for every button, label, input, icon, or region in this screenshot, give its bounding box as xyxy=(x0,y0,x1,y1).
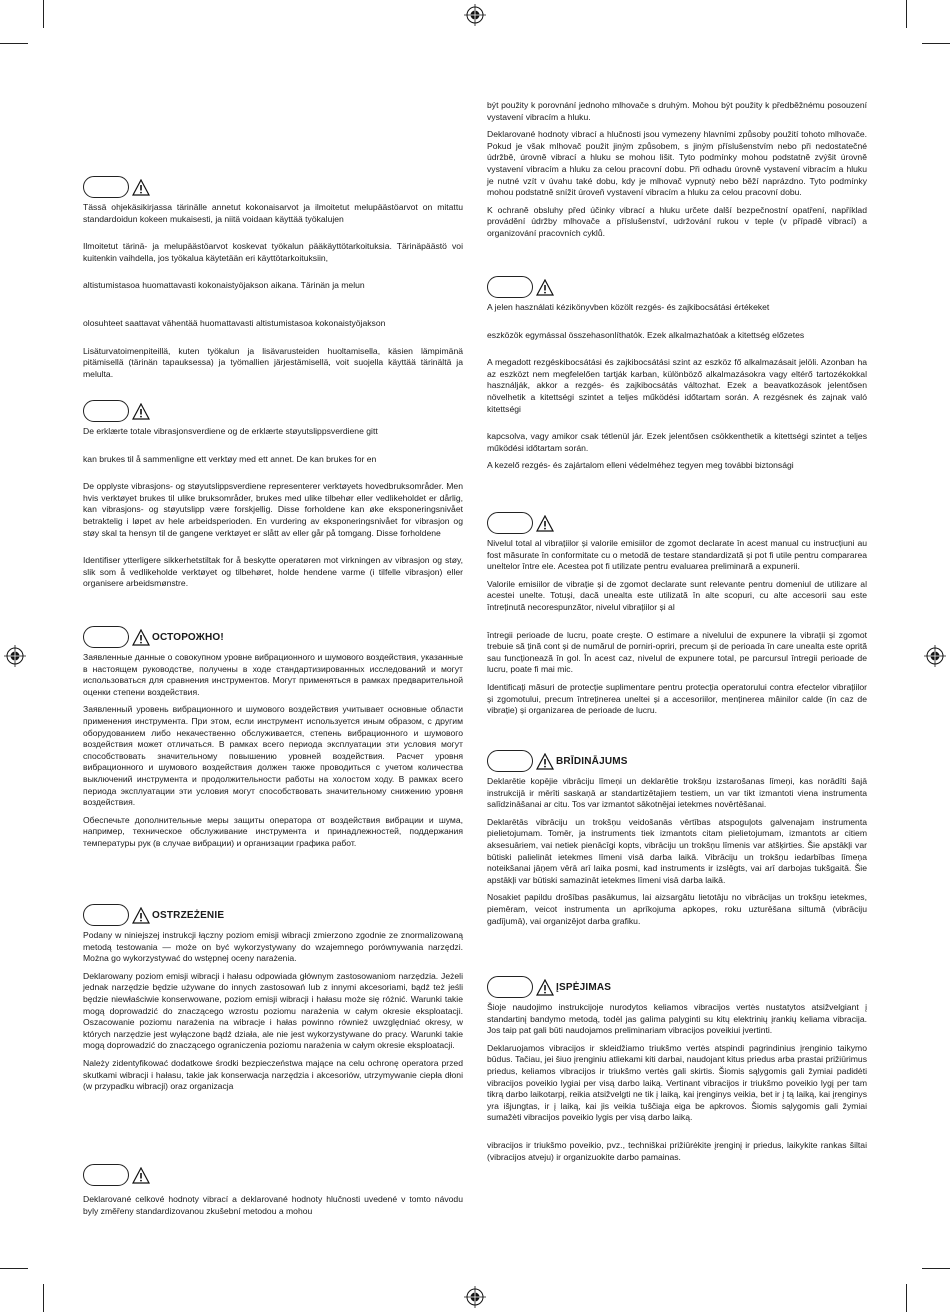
paragraph: Identifiser ytterligere sikkerhetstiltak for å beskytte operatøren mot virkningen av vibrasjon og støy, slik som å vedlikeholde verktøyet og tilbehøret, holde hendene varme (i tilfelle vibrasjon) eller organisere arbeidsmønstre. xyxy=(83,555,463,589)
registration-mark-icon xyxy=(4,645,26,667)
paragraph: Nosakiet papildu drošības pasākumus, lai aizsargātu lietotāju no vibrācijas un trokšņu ietekmes, piemēram, veicot instrumenta un aprīkojuma apkopes, roku uzturēšana siltumā (vibrāciju gadījumā), vai organizējot darba grafiku. xyxy=(487,892,867,926)
paragraph: Ilmoitetut tärinä- ja melupäästöarvot koskevat työkalun pääkäyttötarkoituksia. Tärinäpäästö voi kuitenkin vaihdella, jos työkalua käytetään eri käyttötarkoituksiin, xyxy=(83,241,463,263)
warning-triangle-icon xyxy=(132,1167,150,1184)
language-badge xyxy=(83,400,129,422)
section-polish xyxy=(83,902,463,1099)
paragraph: Deklarowany poziom emisji wibracji i hałasu odpowiada głównym zastosowaniom narzędzia. Jeżeli jednak narzędzie będzie używane do innych zastosowań lub z innymi akcesoriami, bądź też jeśli będzie niewłaściwie konserwowane, poziom emisji wibracji i hałasu może się różnić. Warunki takie mogą doprowadzić do znaczącego wzrostu poziomu narażenia w całym okresie eksploatacji. Oszacowanie poziomu narażenia na wibracje i hałas powinno również uwzględniać okresy, w których narzędzie jest wyłączone bądź działa, ale nie jest wykorzystywane do pracy. Warunki takie mogą doprowadzić do znaczącego ograniczenia poziomu narażenia w całym okresie eksploatacji. xyxy=(83,970,463,1051)
registration-mark-icon xyxy=(464,4,486,26)
warning-label: ĮSPĖJIMAS xyxy=(556,981,612,993)
crop-mark-top-right-v xyxy=(906,0,907,28)
crop-mark-top-right-h xyxy=(922,43,950,44)
warning-header xyxy=(487,510,867,536)
language-badge xyxy=(487,976,533,998)
section-latvian xyxy=(487,748,867,933)
crop-mark-bottom-left-v xyxy=(43,1284,44,1312)
paragraph: Deklarētie kopējie vibrāciju līmeņi un deklarētie trokšņu izstarošanas līmeņi, kas norādīti šajā instrukcijā ir mērīti saskaņā ar standartizētajiem testiem, un var tikt izmantoti viena instrumenta salīdzināšanai ar citu. Tos var izmantot sākotnējai ietekmes novērtēšanai. xyxy=(487,776,867,810)
paragraph: întregii perioade de lucru, poate crește. O estimare a nivelului de expunere la vibrații și zgomot trebuie să țină cont și de numărul de porniri-opriri, precum și de perioada în care unealta este oprită sau funcționează în gol. În acest caz, nivelul de expunere total, pe parcursul întregii perioade de lucru, poate fi mai mic. xyxy=(487,629,867,675)
section-norwegian xyxy=(83,398,463,596)
warning-triangle-icon xyxy=(132,403,150,420)
section-hungarian xyxy=(487,274,867,478)
section-czech xyxy=(83,1162,463,1223)
paragraph: A megadott rezgéskibocsátási és zajkibocsátási szint az eszköz fő alkalmazásait jelöli. Azonban ha az eszközt nem megfelelően tartják karban, különböző alkalmazásokra vagy eltérő tartozékokkal használják, akkor a rezgés- és zajkibocsátás változhat. Ezek a beavatkozások jelentősen növelhetik a kitettségi szintet a teljes működési időtartam során. A rezgésnek és zajnak való kitettségi xyxy=(487,357,867,414)
paragraph: Обеспечьте дополнительные меры защиты оператора от воздействия вибрации и шума, например, техническое обслуживание инструмента и принадлежностей, поддержания температуры рук (в случае вибрации) и организации графика работ. xyxy=(83,814,463,848)
paragraph: De opplyste vibrasjons- og støyutslippsverdiene representerer verktøyets hovedbruksområder. Men hvis verktøyet brukes til ulike bruksområder, brukes med ulike tilbehør eller vedlikeholdet er dårlig, kan vibrasjons- og støyutslipp være forskjellig. Disse forholdene kan øke eksponeringsnivået betraktelig i løpet av hele arbeidsperioden. En vurdering av eksponeringsnivået for vibrasjon og støy skal ta hensyn til de gangene verktøyet er slått av eller går på tomgang. Disse forholdene xyxy=(83,481,463,538)
paragraph: eszközök egymással összehasonlíthatók. Ezek alkalmazhatóak a kitettség előzetes xyxy=(487,329,805,340)
paragraph: Заявленный уровень вибрационного и шумового воздействия учитывает основные области применения инструмента. При этом, если инструмент используется иным образом, с другим оборудованием либо некачественно обслуживается, степень вибрационного и шумового воздействия может отличаться. В рамках всего периода эксплуатации эти условия могут способствовать значительному повышению уровней воздействия. Расчет уровня вибрационного и шумового воздействия должен также проводиться с учетом количества выключений инструмента и продолжительности работы на холостом ходу. В рамках всего периода эксплуатации эти условия могут способствовать значительному снижению уровня воздействия. xyxy=(83,704,463,808)
paragraph: A jelen használati kézikönyvben közölt rezgés- és zajkibocsátási értékeket xyxy=(487,302,770,312)
warning-header xyxy=(487,974,867,1000)
paragraph: kan brukes til å sammenligne ett verktøy med ett annet. De kan brukes for en xyxy=(83,453,377,464)
paragraph: Deklarētās vibrāciju un trokšņu veidošanās vērtības atspoguļots galvenajam instrumenta pielietojumam. Tomēr, ja instruments tiek izmantots citam pielietojumam, izmantots ar citiem aksesuāriem, vai netiek pienācīgi kopts, vibrāciju un trokšņu līmenis var atšķirties. Šie apstākļi var būtiski palielināt ietekmes līmeni visā darba laikā. Vibrāciju un trokšņu iedarbības līmeņa noteikšanai jāņem vērā arī laika posmi, kad instruments ir izslēgts, vai arī darbojas tukšgaitā. Šie apstākļi var būtiski samazināt ietekmes līmeni visā darba laikā. xyxy=(487,816,867,885)
paragraph: Šioje naudojimo instrukcijoje nurodytos keliamos vibracijos vertės nustatytos atsižvelgiant į standartinį bandymo metodą, todėl jas galima palyginti su kitų elektrinių įrankių keliama vibracija. Jos taip pat gali būti naudojamos preliminariam vibracijos poveikiui įvertinti. xyxy=(487,1002,867,1036)
section-lithuanian xyxy=(487,974,867,1169)
paragraph: vibracijos ir triukšmo poveikio, pvz., techniškai prižiūrėkite įrenginį ir priedus, laikykite rankas šiltai (vibracijos atveju) ir organizuokite darbo pamainas. xyxy=(487,1139,867,1162)
warning-label: OSTRZEŻENIE xyxy=(152,909,225,921)
paragraph: být použity k porovnání jednoho mlhovače s druhým. Mohou být použity k předběžnému posouzení vystavení vibracím a hluku. xyxy=(487,100,867,122)
language-badge xyxy=(487,276,533,298)
paragraph: Lisäturvatoimenpiteillä, kuten työkalun ja lisävarusteiden huoltamisella, käsien lämpimänä pitämisellä (tärinän tapauksessa) ja työmallien järjestämisellä, voit suojella käyttää tärinältä ja melulta. xyxy=(83,345,463,379)
paragraph: Deklarované hodnoty vibrací a hlučnosti jsou vymezeny hlavními způsoby použití tohoto mlhovače. Pokud je však mlhovač použit jiným způsobem, s jiným příslušenstvím nebo při nedostatečné údržbě, úrovně vibrací a hluku se mohou lišit. Tyto podmínky mohou podstatně zvýšit úrovně vystavení vibracím a hluku za celou pracovní dobu. Při odhadu úrovně vystavení vibracím a hluku je nutné vzít v úvahu také dobu, kdy je mlhovač vypnutý nebo běží naprázdno. Tyto podmínky mohou podstatně snížit úroveň vystavení vibracím a hluku za celou pracovní dobu. xyxy=(487,129,867,198)
language-badge xyxy=(487,750,533,772)
crop-mark-top-left-h xyxy=(0,43,28,44)
warning-triangle-icon xyxy=(536,753,554,770)
paragraph: Valorile emisiilor de vibrație și de zgomot declarate sunt relevante pentru domeniul de utilizare al acestei unelte. Totuși, dacă unealta este utilizată în alte scopuri, cu alte accesorii sau este întreținută necorespunzător, nivelul vibrațiilor și al xyxy=(487,578,867,612)
warning-header xyxy=(83,902,463,928)
language-badge xyxy=(83,626,129,648)
paragraph: kapcsolva, vagy amikor csak tétlenül jár. Ezek jelentősen csökkenthetik a kitettségi szintet a teljes működési időtartam során. xyxy=(487,431,867,453)
language-badge xyxy=(83,1164,129,1186)
warning-header xyxy=(487,274,867,300)
paragraph: olosuhteet saattavat vähentää huomattavasti altistumistasoa kokonaistyöjakson xyxy=(83,317,386,328)
paragraph: De erklærte totale vibrasjonsverdiene og de erklærte støyutslippsverdiene gitt xyxy=(83,426,378,436)
warning-header xyxy=(83,624,463,650)
registration-mark-icon xyxy=(924,645,946,667)
paragraph: Deklarované celkové hodnoty vibrací a deklarované hodnoty hlučnosti uvedené v tomto návodu byly změřeny standardizovanou zkušební metodou a mohou xyxy=(83,1194,463,1216)
registration-mark-icon xyxy=(464,1286,486,1308)
language-badge xyxy=(83,176,129,198)
paragraph: Nivelul total al vibrațiilor și valorile emisiilor de zgomot declarate în acest manual cu instrucțiuni au fost măsurate în conformitate cu o metodă de testare standardizată și pot fi utile pentru compararea uneltelor între ele. Acestea pot fi utilizate pentru evaluarea preliminară a expunerii. xyxy=(487,538,867,572)
warning-header xyxy=(83,1162,463,1188)
warning-triangle-icon xyxy=(536,979,554,996)
section-russian xyxy=(83,624,463,856)
warning-header xyxy=(83,398,463,424)
paragraph: K ochraně obsluhy před účinky vibrací a hluku určete další bezpečnostní opatření, například provádění údržby mlhovače a příslušenství, udržování rukou v teple (v případě vibrací) a organizování pracovních cyklů. xyxy=(487,204,867,238)
paragraph: Deklaruojamos vibracijos ir skleidžiamo triukšmo vertės atspindi pagrindinius įrenginio taikymo būdus. Tačiau, jei šiuo įrenginiu atliekami kiti darbai, naudojant kitus priedus arba prastai prižiūrimus priedus, keliamos vibracijos ir triukšmo vertės gali skirtis. Šiomis sąlygomis gali žymiai padidėti vibracijos poveikio lygiai per visą darbo laiką. Vertinant vibracijos ir triukšmo poveikio lygį per tam tikrą darbo laikotarpį, reikia atsižvelgti ne tik į laiką, kai įrenginys veikia, bet ir į tą laiką, kai įrenginys yra išjungtas, ir į laiką, kai jis veikia tuščiąja eiga be apkrovos. Šiomis sąlygomis gali žymiai sumažėti vibracijos poveikio lygis per visą darbo laiką. xyxy=(487,1042,867,1123)
warning-triangle-icon xyxy=(132,179,150,196)
paragraph: Заявленные данные о совокупном уровне вибрационного и шумового воздействия, указанные в настоящем руководстве, получены в ходе стандартизированных исследований и могут использоваться для сравнения инструментов. Могут применяться в рамках предварительной оценки степени воздействия. xyxy=(83,652,463,697)
paragraph: altistumistasoa huomattavasti kokonaistyöjakson aikana. Tärinän ja melun xyxy=(83,280,365,291)
crop-mark-bottom-right-h xyxy=(922,1268,950,1269)
warning-header xyxy=(83,174,463,200)
paragraph: Tässä ohjekäsikirjassa tärinälle annetut kokonaisarvot ja ilmoitetut melupäästöarvot on mitattu standardoidun kokeen mukaisesti, ja niitä voidaan käyttää työkalujen xyxy=(83,202,463,224)
warning-triangle-icon xyxy=(132,629,150,646)
warning-label: BRĪDINĀJUMS xyxy=(556,755,628,767)
language-badge xyxy=(487,512,533,534)
section-czech-continued xyxy=(487,100,867,246)
paragraph: Identificați măsuri de protecție suplimentare pentru protecția operatorului contra efectelor vibrațiilor și zgomotului, precum întreținerea uneltei și a accesoriilor, menținerea mâinilor calde (în caz de vibrație) și organizarea de perioade de lucru. xyxy=(487,681,867,716)
section-finnish xyxy=(83,174,463,386)
section-romanian xyxy=(487,510,867,723)
crop-mark-bottom-left-h xyxy=(0,1268,28,1269)
warning-triangle-icon xyxy=(132,907,150,924)
crop-mark-bottom-right-v xyxy=(906,1284,907,1312)
warning-header xyxy=(487,748,867,774)
warning-triangle-icon xyxy=(536,515,554,532)
paragraph: Podany w niniejszej instrukcji łączny poziom emisji wibracji zmierzono zgodnie ze znormalizowaną metodą testowania — może on być wykorzystywany do wzajemnego porównywania narzędzi. Można go wykorzystywać do wstępnej oceny narażenia. xyxy=(83,930,463,964)
paragraph: A kezelő rezgés- és zajártalom elleni védelméhez tegyen meg további biztonsági xyxy=(487,460,794,471)
warning-label: ОСТОРОЖНО! xyxy=(152,631,224,643)
crop-mark-top-left-v xyxy=(43,0,44,28)
paragraph: Należy zidentyfikować dodatkowe środki bezpieczeństwa mające na celu ochronę operatora przed skutkami wibracji i hałasu, takie jak konserwacja narzędzia i akcesoriów, utrzymywanie ciepła dłoni (w przypadku wibracji) oraz organizacja xyxy=(83,1057,463,1092)
warning-triangle-icon xyxy=(536,279,554,296)
language-badge xyxy=(83,904,129,926)
